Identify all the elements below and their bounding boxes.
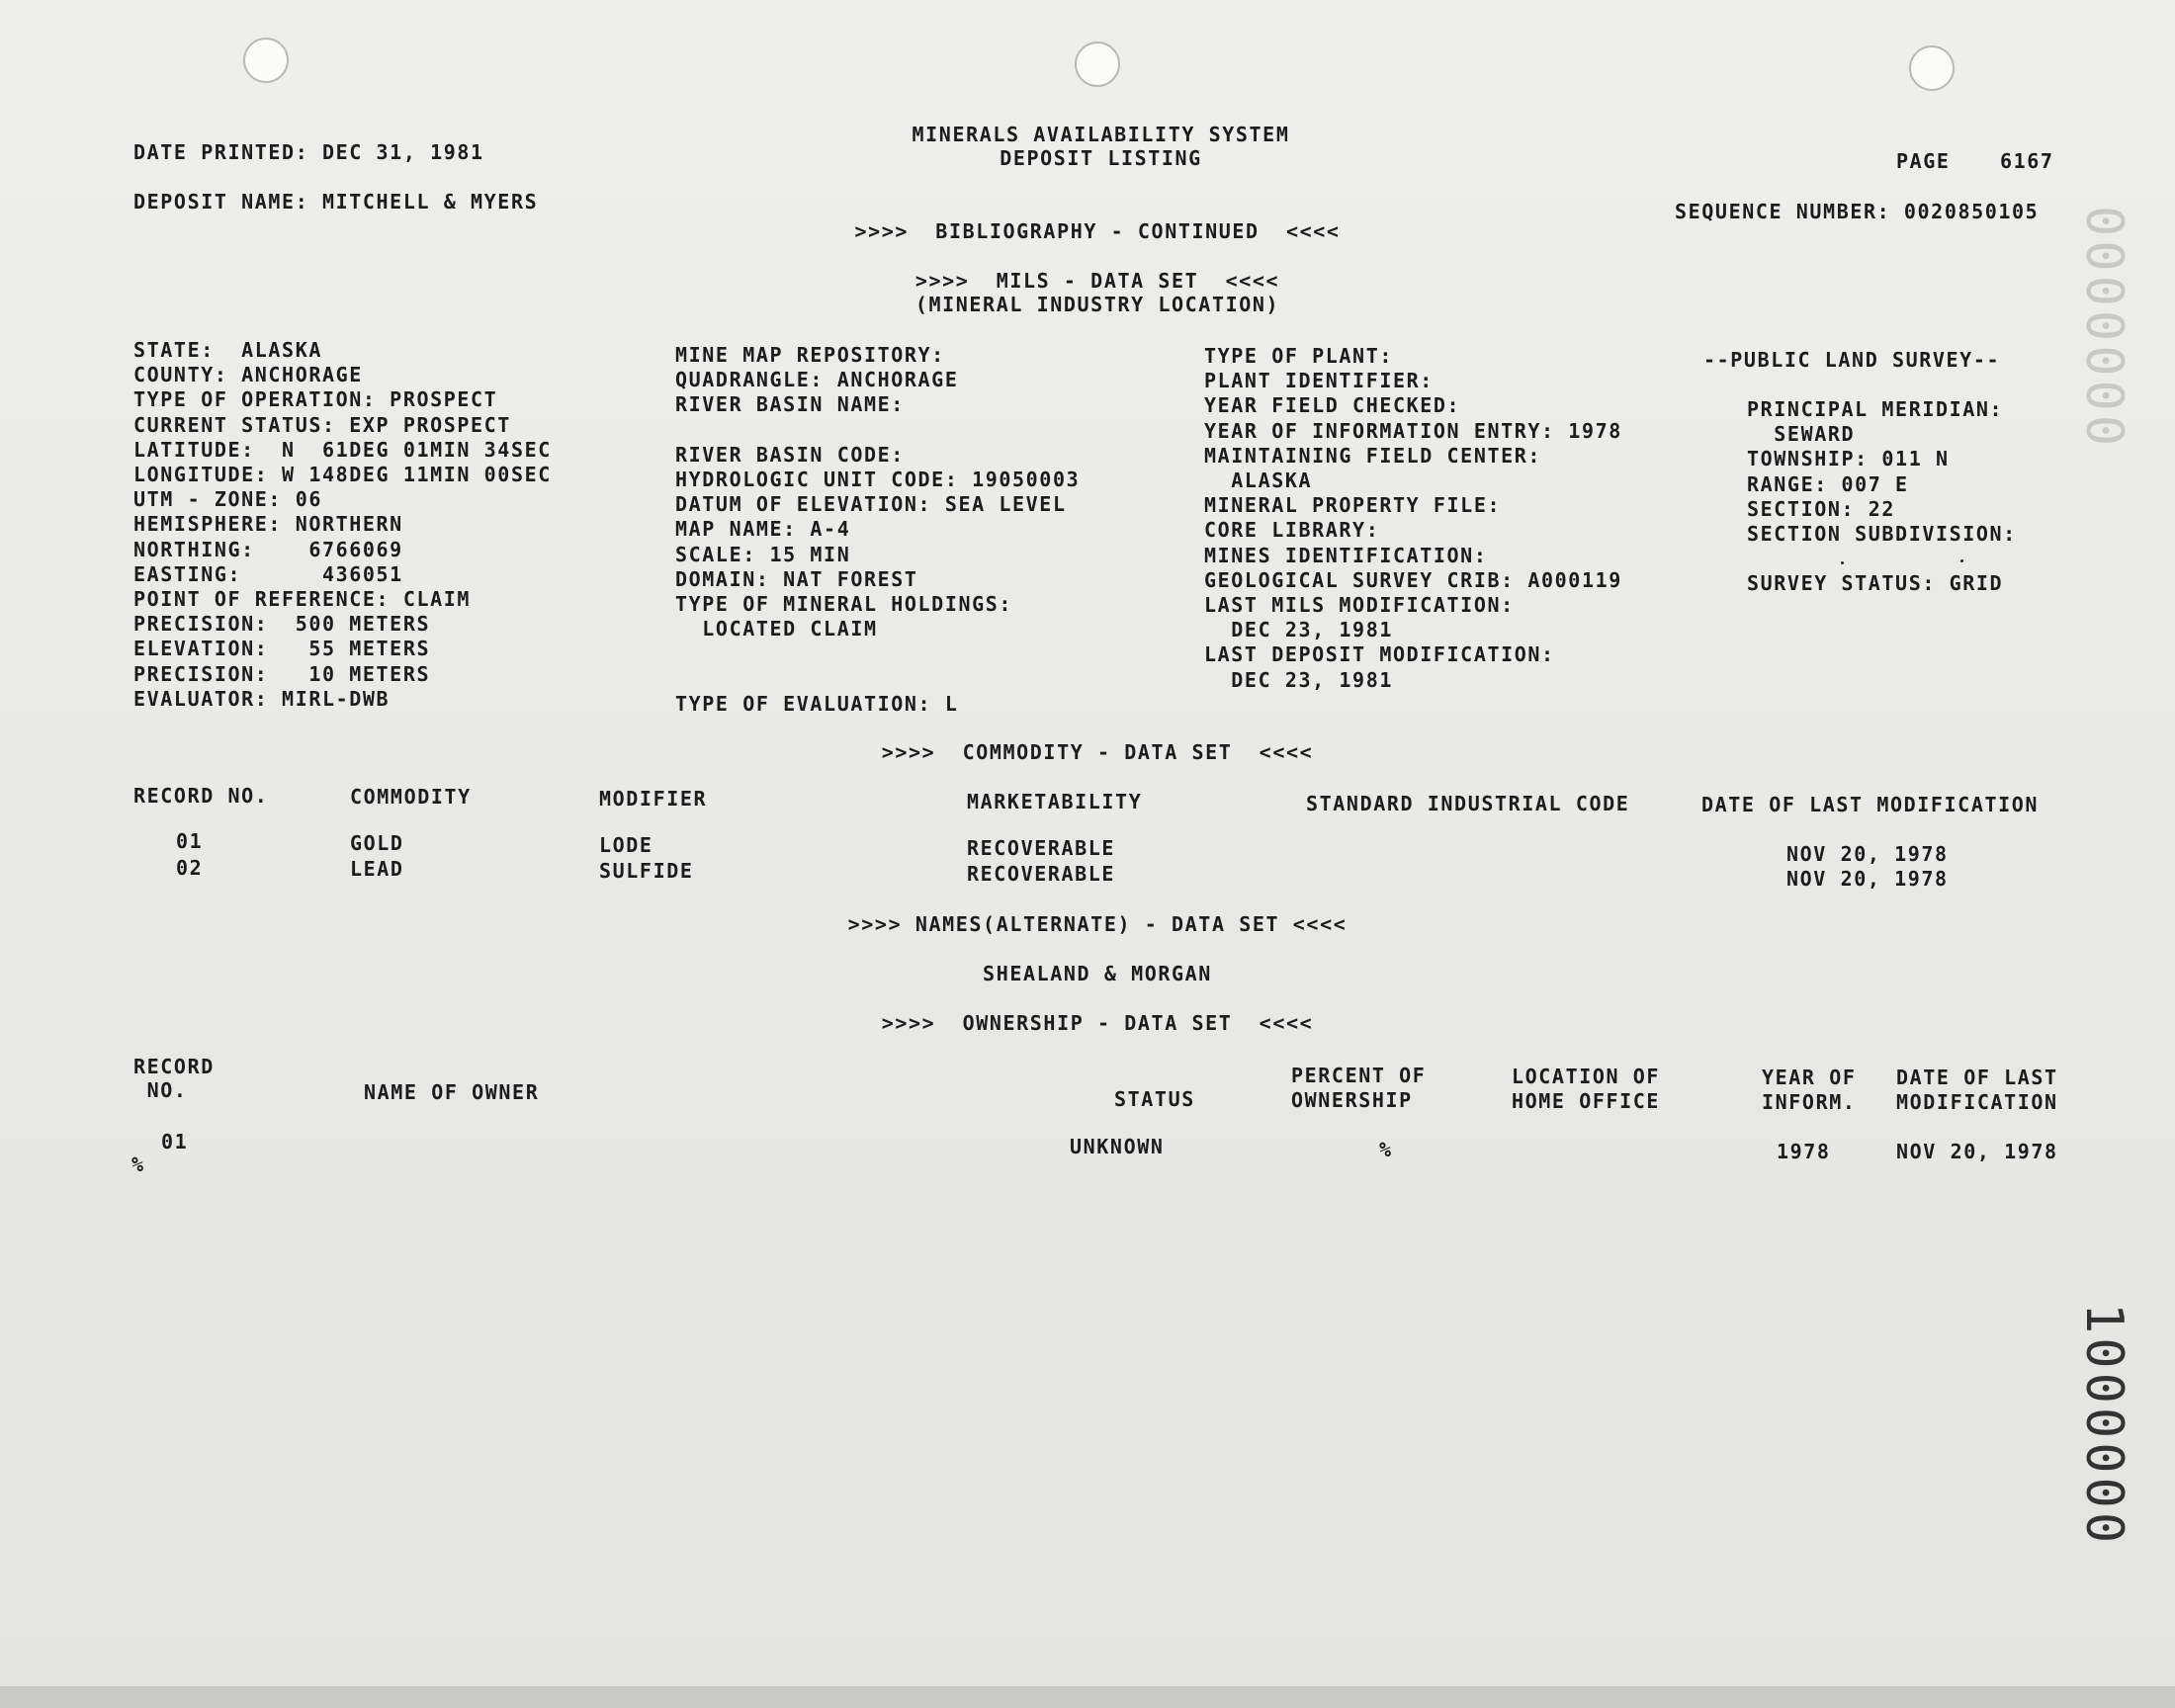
commodity-header-record: RECORD NO. [133,784,269,808]
ownership-date: NOV 20, 1978 [1896,1140,2058,1163]
ownership-header-percent-2: OWNERSHIP [1291,1088,1413,1112]
margin-number-faint: 0000000 [2074,206,2133,451]
ownership-header-date: DATE OF LAST [1896,1066,2058,1089]
mils-field: LOCATED CLAIM [675,617,878,641]
commodity-header-date: DATE OF LAST MODIFICATION [1701,793,2040,816]
mils-field: SCALE: 15 MIN [675,542,851,566]
date-printed: DATE PRINTED: DEC 31, 1981 [133,140,484,164]
mils-field: TYPE OF EVALUATION: L [675,691,959,716]
commodity-name: LEAD [350,857,404,881]
ownership-header-owner: NAME OF OWNER [364,1080,540,1104]
deposit-name: DEPOSIT NAME: MITCHELL & MYERS [133,190,539,214]
mils-field: GEOLOGICAL SURVEY CRIB: A000119 [1204,567,1622,592]
ownership-percent: % [1379,1138,1393,1161]
mils-field: EVALUATOR: MIRL-DWB [133,686,391,711]
commodity-marketability: RECOVERABLE [967,836,1116,860]
mils-field: LAST DEPOSIT MODIFICATION: [1204,642,1555,667]
ownership-status: UNKNOWN [1070,1135,1165,1158]
ownership-header-date-2: MODIFICATION [1896,1090,2058,1114]
margin-number: 1000000 [2074,1303,2133,1548]
ownership-year: 1978 [1777,1140,1831,1163]
mils-field: RIVER BASIN CODE: [675,442,905,467]
mils-field: NORTHING: 6766069 [133,537,403,561]
commodity-record-no: 01 [176,829,204,853]
commodity-marketability: RECOVERABLE [967,862,1116,886]
ownership-header-location-2: HOME OFFICE [1512,1089,1661,1113]
mils-field: MAP NAME: A-4 [675,517,851,542]
mils-field: LATITUDE: N 61DEG 01MIN 34SEC [133,437,552,462]
commodity-date: NOV 20, 1978 [1786,842,1949,866]
mils-field: PLANT IDENTIFIER: [1204,369,1434,393]
mils-field: RANGE: 007 E [1747,471,1909,496]
listing-title: DEPOSIT LISTING [1000,146,1202,170]
commodity-date: NOV 20, 1978 [1786,867,1949,891]
mils-field: HEMISPHERE: NORTHERN [133,512,403,537]
punch-hole-center [1075,42,1120,87]
page-number: 6167 [2000,149,2054,173]
mils-field: LAST MILS MODIFICATION: [1204,593,1515,618]
mils-column-geography [675,343,1080,717]
mils-field: QUADRANGLE: ANCHORAGE [675,368,959,392]
mils-field: SURVEY STATUS: GRID [1747,571,2004,596]
section-mils-title: >>>> MILS - DATA SET <<<< [914,269,1280,293]
ownership-header-year-2: INFORM. [1762,1090,1857,1114]
mils-field: SECTION: 22 [1747,496,1896,521]
section-commodity-title: >>>> COMMODITY - DATA SET <<<< [881,740,1314,764]
mils-field: DOMAIN: NAT FOREST [675,566,918,591]
print-mark [1841,561,1844,564]
ownership-header-percent: PERCENT OF [1291,1064,1427,1087]
mils-field: LONGITUDE: W 148DEG 11MIN 00SEC [133,463,552,487]
mils-field: MAINTAINING FIELD CENTER: [1204,443,1542,468]
mils-field: STATE: ALASKA [133,338,322,362]
mils-field: TYPE OF PLANT: [1204,344,1393,368]
mils-field [675,667,1080,692]
mils-field: CURRENT STATUS: EXP PROSPECT [133,412,511,437]
mils-column-land-survey [1747,397,2017,597]
mils-field: DATUM OF ELEVATION: SEA LEVEL [675,492,1067,517]
section-names-title: >>>> NAMES(ALTERNATE) - DATA SET <<<< [847,912,1348,936]
ownership-header-location: LOCATION OF [1512,1065,1661,1088]
commodity-header-modifier: MODIFIER [599,787,708,811]
mils-field: TYPE OF MINERAL HOLDINGS: [675,592,1013,617]
commodity-record-no: 02 [176,856,204,880]
mils-field: TOWNSHIP: 011 N [1747,447,1950,471]
mils-field: PRINCIPAL MERIDIAN: [1747,397,2004,421]
page-bottom-edge [0,1686,2175,1708]
system-title: MINERALS AVAILABILITY SYSTEM [912,123,1290,146]
punch-hole-right [1909,45,1955,91]
mils-column-facility [1204,344,1622,693]
public-land-survey-title: --PUBLIC LAND SURVEY-- [1703,348,2001,372]
mils-field: PRECISION: 500 METERS [133,612,431,637]
mils-field [675,418,1080,443]
ownership-record-no: 01 [161,1130,189,1153]
alternate-name: SHEALAND & MORGAN [983,962,1212,985]
mils-field: ELEVATION: 55 METERS [133,637,431,661]
commodity-modifier: LODE [599,833,653,857]
ownership-header-record-no: NO. [133,1078,188,1102]
section-mils-subtitle: (MINERAL INDUSTRY LOCATION) [914,293,1280,316]
ownership-marker: % [131,1153,145,1176]
mils-field: RIVER BASIN NAME: [675,392,905,417]
ownership-header-year: YEAR OF [1762,1066,1857,1089]
mils-field: EASTING: 436051 [133,561,403,586]
sequence-number: SEQUENCE NUMBER: 0020850105 [1675,200,2040,223]
mils-field: SECTION SUBDIVISION: [1747,522,2017,547]
print-mark [1960,559,1963,562]
section-ownership-title: >>>> OWNERSHIP - DATA SET <<<< [881,1011,1314,1035]
commodity-header-sic: STANDARD INDUSTRIAL CODE [1306,792,1630,815]
mils-field: YEAR FIELD CHECKED: [1204,393,1461,418]
mils-field: MINE MAP REPOSITORY: [675,343,945,367]
section-bibliography-title: >>>> BIBLIOGRAPHY - CONTINUED <<<< [854,219,1341,243]
mils-field: ALASKA [1204,469,1313,493]
mils-field: POINT OF REFERENCE: CLAIM [133,587,472,612]
mils-field: MINES IDENTIFICATION: [1204,543,1488,567]
mils-field [675,641,1080,666]
mils-field: DEC 23, 1981 [1204,618,1393,642]
mils-field: CORE LIBRARY: [1204,518,1380,543]
mils-field: YEAR OF INFORMATION ENTRY: 1978 [1204,418,1622,443]
commodity-name: GOLD [350,831,404,855]
mils-field: DEC 23, 1981 [1204,667,1393,692]
mils-field: MINERAL PROPERTY FILE: [1204,493,1502,518]
mils-field: HYDROLOGIC UNIT CODE: 19050003 [675,468,1081,492]
mils-field: SEWARD [1747,422,1856,447]
mils-field: UTM - ZONE: 06 [133,487,322,512]
mils-field: COUNTY: ANCHORAGE [133,363,363,387]
mils-field: TYPE OF OPERATION: PROSPECT [133,387,498,412]
mils-field: PRECISION: 10 METERS [133,661,431,686]
ownership-header-status: STATUS [1114,1087,1195,1111]
commodity-header-commodity: COMMODITY [350,785,472,809]
punch-hole-left [243,38,289,83]
mils-field [1747,547,2017,571]
mils-column-location [133,338,552,712]
commodity-header-marketability: MARKETABILITY [967,790,1143,813]
commodity-modifier: SULFIDE [599,859,694,883]
ownership-header-record: RECORD [133,1055,215,1078]
page-label: PAGE [1896,149,1951,173]
